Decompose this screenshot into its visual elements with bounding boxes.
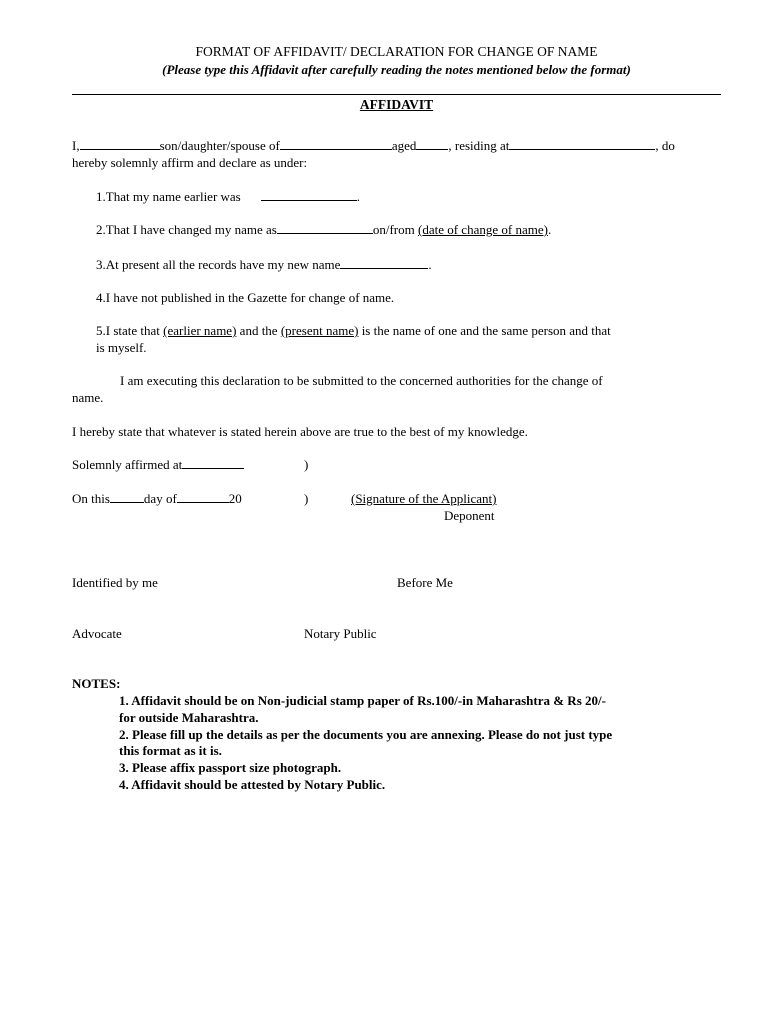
deponent-label: Deponent bbox=[444, 508, 495, 523]
new-name-blank[interactable] bbox=[277, 222, 373, 234]
solemnly-affirmed-text: Solemnly affirmed at bbox=[72, 457, 183, 472]
item-2-text: 2.That I have changed my name as bbox=[96, 222, 277, 237]
intro-aged: aged bbox=[391, 138, 417, 153]
declaration-line-1: I am executing this declaration to be submitted to the concerned authorities for the change of bbox=[120, 373, 603, 388]
item-5 bbox=[96, 323, 611, 339]
day-blank[interactable] bbox=[110, 491, 144, 503]
earlier-name-label: (earlier name) bbox=[163, 323, 237, 338]
day-of-text: day of bbox=[143, 491, 177, 506]
notes-title: NOTES: bbox=[72, 676, 121, 691]
affidavit-heading: AFFIDAVIT bbox=[359, 97, 434, 112]
note-2: 2. Please fill up the details as per the documents you are annexing. Please do not just type bbox=[119, 727, 613, 742]
address-blank[interactable] bbox=[509, 138, 655, 150]
affirm-paren-2: ) bbox=[304, 491, 309, 506]
document-title: FORMAT OF AFFIDAVIT/ DECLARATION FOR CHANGE OF NAME bbox=[195, 44, 598, 59]
intro-residing: , residing at bbox=[448, 138, 510, 153]
note-3: 3. Please affix passport size photograph. bbox=[119, 760, 342, 775]
item-1 bbox=[96, 189, 360, 205]
intro-do: , do bbox=[655, 138, 675, 153]
note-2-cont: this format as it is. bbox=[119, 743, 222, 758]
item-5-line-2: is myself. bbox=[96, 340, 147, 355]
age-blank[interactable] bbox=[416, 138, 448, 150]
on-this-line bbox=[72, 491, 242, 507]
item-1-end: . bbox=[356, 189, 360, 204]
item-2-mid: on/from bbox=[372, 222, 415, 237]
item-4: 4.I have not published in the Gazette for change of name. bbox=[96, 290, 395, 305]
month-blank[interactable] bbox=[177, 491, 229, 503]
header-divider bbox=[72, 94, 721, 95]
intro-prefix: I, bbox=[72, 138, 80, 153]
earlier-name-blank[interactable] bbox=[261, 189, 357, 201]
item-5-c: is the name of one and the same person and that bbox=[361, 323, 611, 338]
document-subtitle: (Please type this Affidavit after carefully reading the notes mentioned below the format) bbox=[162, 62, 631, 77]
note-4: 4. Affidavit should be attested by Notary Public. bbox=[119, 777, 386, 792]
item-2 bbox=[96, 222, 551, 238]
identified-by-label: Identified by me bbox=[72, 575, 158, 590]
parent-name-blank[interactable] bbox=[280, 138, 392, 150]
note-1: 1. Affidavit should be on Non-judicial stamp paper of Rs.100/-in Maharashtra & Rs 20/- bbox=[119, 693, 606, 708]
item-3-end: . bbox=[428, 257, 432, 272]
present-name-label: (present name) bbox=[280, 323, 359, 338]
before-me-label: Before Me bbox=[397, 575, 453, 590]
item-3 bbox=[96, 257, 432, 273]
item-5-a: 5.I state that bbox=[96, 323, 160, 338]
notary-public-label: Notary Public bbox=[304, 626, 377, 641]
date-of-change-label: (date of change of name) bbox=[418, 222, 548, 237]
item-1-text: 1.That my name earlier was bbox=[96, 189, 241, 204]
place-blank[interactable] bbox=[182, 457, 244, 469]
truth-statement: I hereby state that whatever is stated herein above are true to the best of my knowledge. bbox=[72, 424, 528, 439]
advocate-label: Advocate bbox=[72, 626, 122, 641]
item-3-text: 3.At present all the records have my new name bbox=[96, 257, 341, 272]
intro-line-1 bbox=[72, 138, 722, 154]
solemnly-affirmed-line bbox=[72, 457, 244, 473]
declaration-line-2: name. bbox=[72, 390, 104, 405]
affirm-paren-1: ) bbox=[304, 457, 309, 472]
intro-son-of: son/daughter/spouse of bbox=[159, 138, 280, 153]
item-5-b: and the bbox=[239, 323, 278, 338]
on-this-text: On this bbox=[72, 491, 110, 506]
signature-label: (Signature of the Applicant) bbox=[351, 491, 497, 506]
name-blank[interactable] bbox=[80, 138, 160, 150]
item-2-end: . bbox=[547, 222, 552, 237]
current-name-blank[interactable] bbox=[340, 257, 428, 269]
intro-line-2: hereby solemnly affirm and declare as under: bbox=[72, 155, 308, 170]
year-text: 20 bbox=[228, 491, 242, 506]
note-1-cont: for outside Maharashtra. bbox=[119, 710, 259, 725]
